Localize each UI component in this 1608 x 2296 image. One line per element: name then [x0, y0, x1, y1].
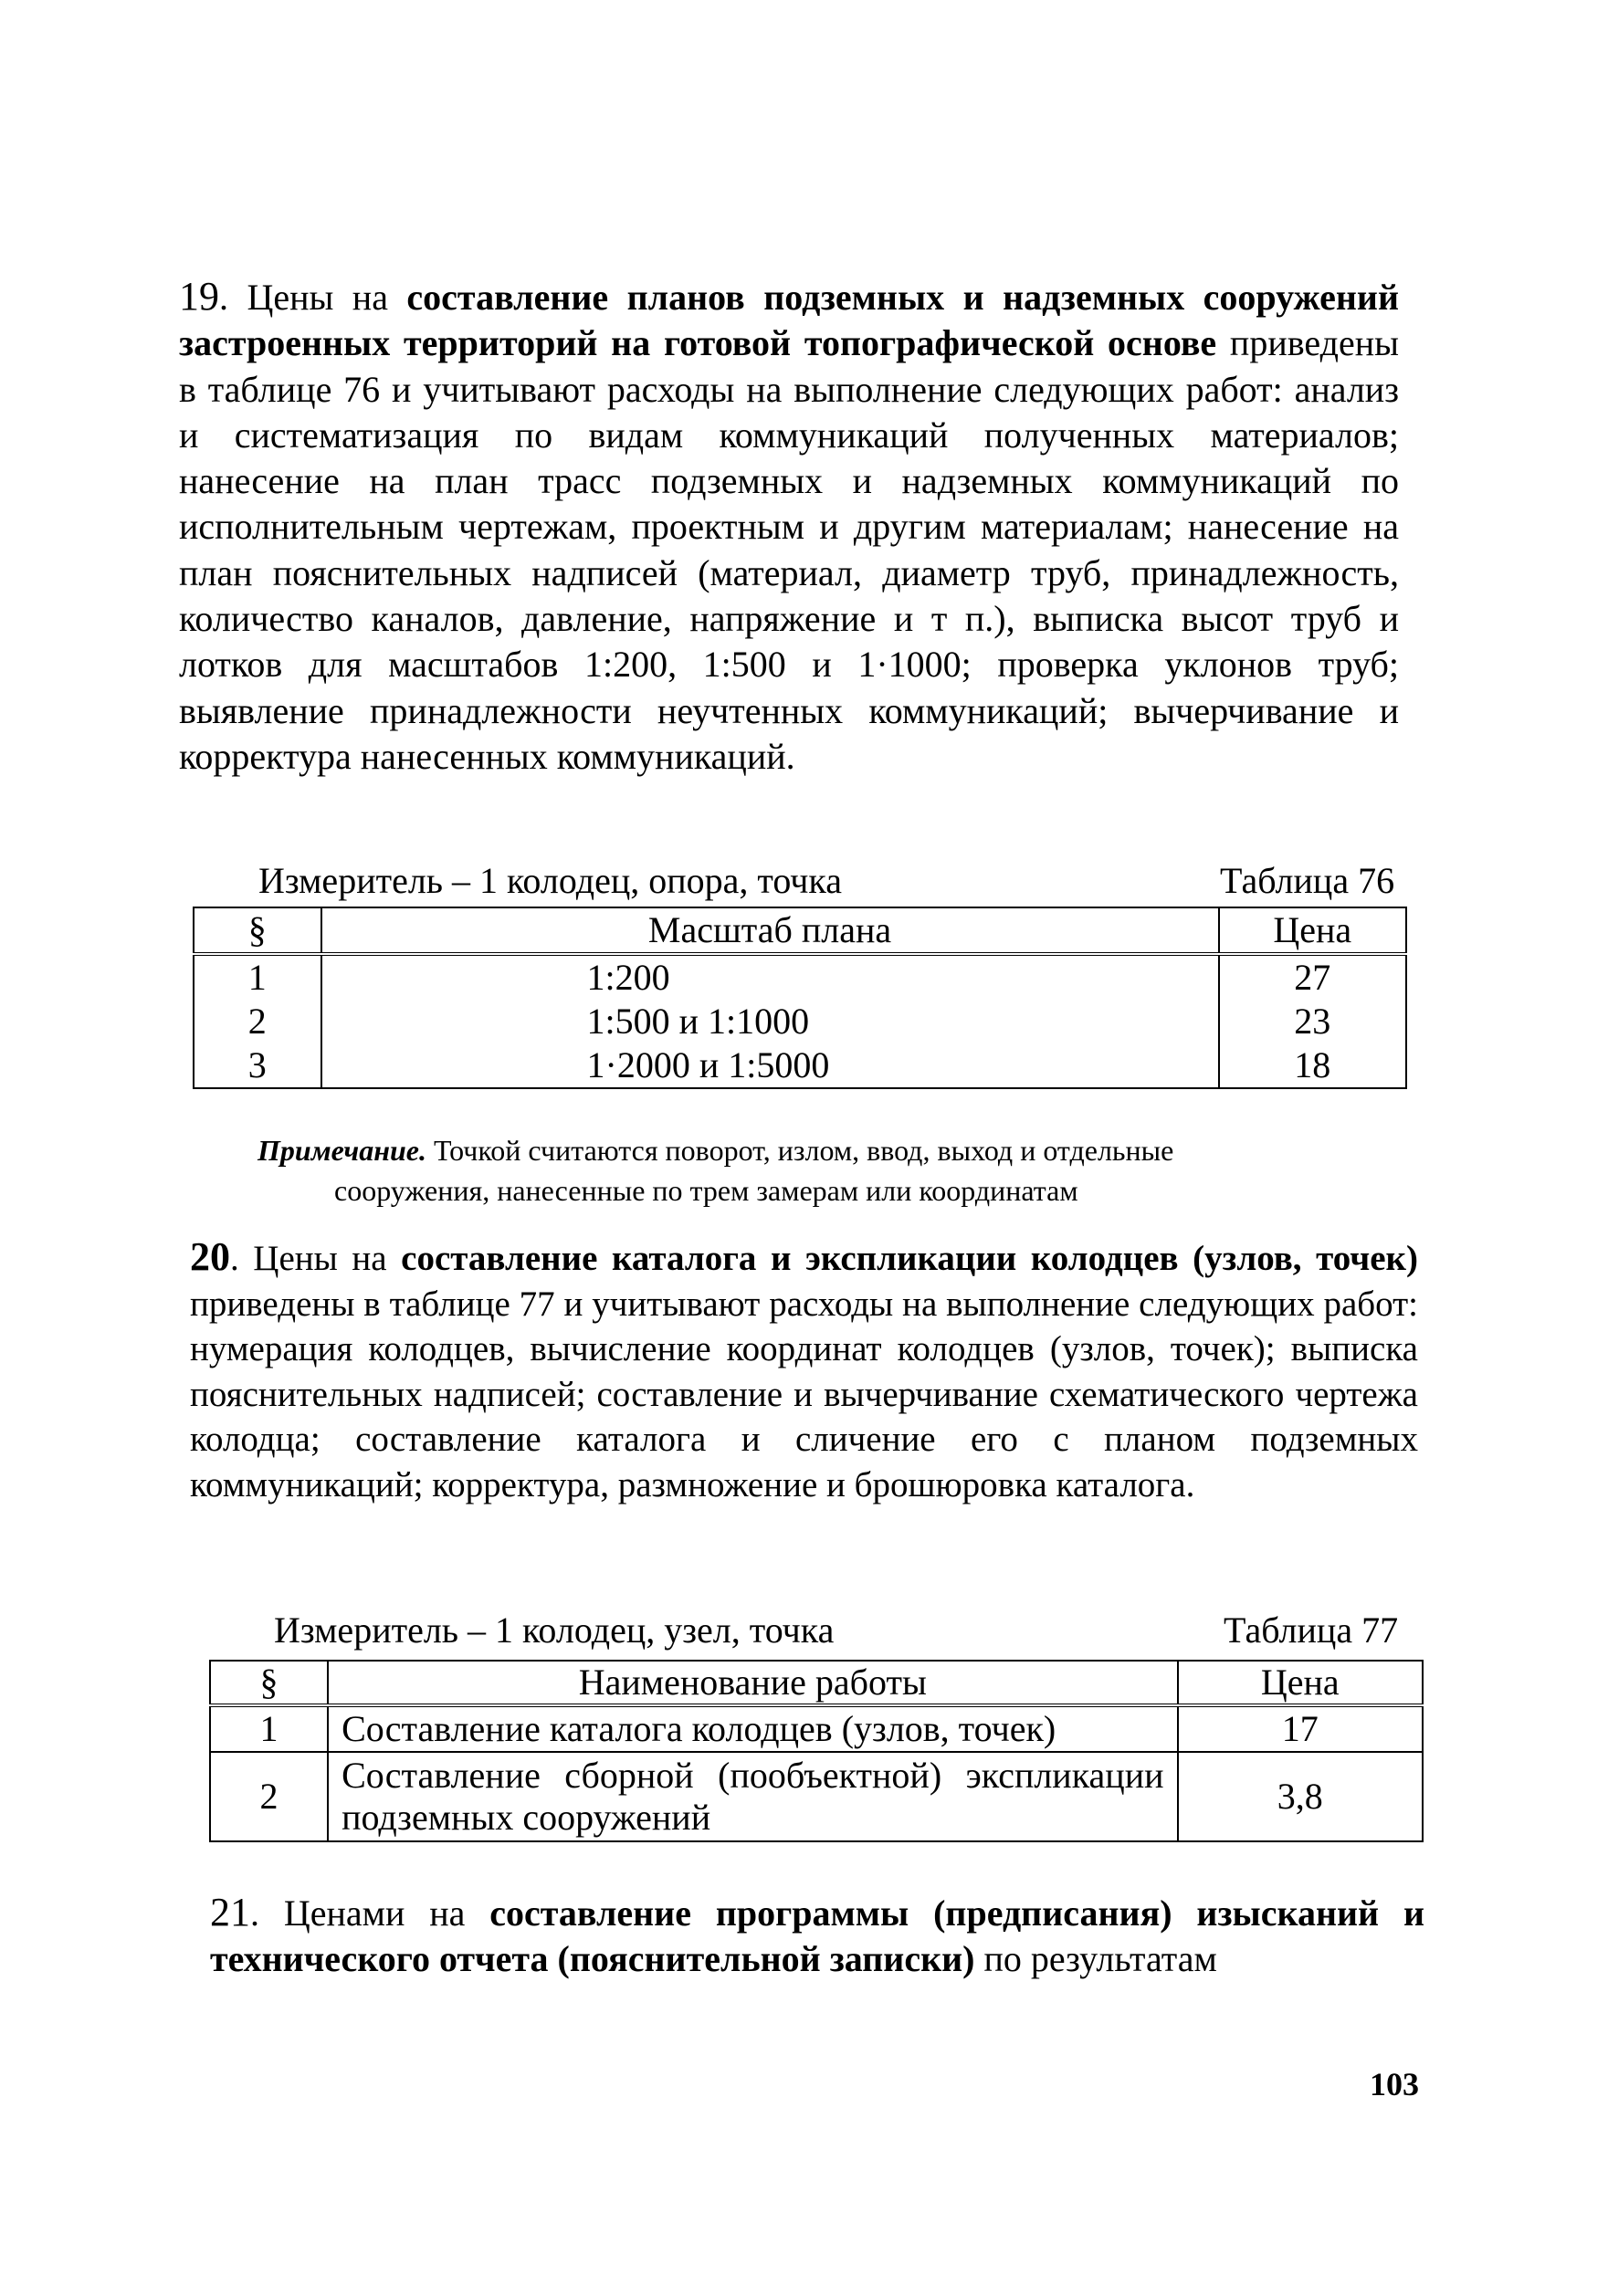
table-header-row [210, 1661, 1423, 1705]
paragraph-number: 19 [179, 274, 219, 319]
table-77 [209, 1660, 1424, 1842]
paragraph-21 [210, 1890, 1424, 1983]
paragraph-body: приведены в таблице 77 и учитывают расходы на выполнение следующих работ: нумерация колодцев, вычисление координат колодцев (узлов, точек); выписка пояснительных надписей; составление и вычерчивание схематического чертежа колодца; составление каталога и сличение его с планом подземных коммуникаций; корректура, размножение и брошюровка каталога. [190, 1284, 1418, 1504]
paragraph-number: 20 [190, 1234, 230, 1279]
cell-work-name: Составление каталога колодцев (узлов, точек) [328, 1705, 1177, 1752]
header-section: § [194, 907, 321, 954]
header-section: § [210, 1661, 328, 1705]
cell-scale: 1:500 и 1:1000 [321, 1000, 1219, 1043]
paragraph-body: по результатам [974, 1938, 1217, 1980]
table-row [194, 954, 1406, 1000]
table-row [210, 1705, 1423, 1752]
table-76 [193, 907, 1407, 1089]
table-header-row [194, 907, 1406, 954]
paragraph-lead: . Цены на [230, 1239, 402, 1278]
table-row [194, 1043, 1406, 1088]
cell-price: 27 [1219, 954, 1406, 1000]
paragraph-number: 21 [210, 1890, 250, 1934]
cell-price: 23 [1219, 1000, 1406, 1043]
cell-scale: 1·2000 и 1:5000 [321, 1043, 1219, 1088]
cell-section: 3 [194, 1043, 321, 1088]
cell-price: 3,8 [1178, 1752, 1423, 1841]
cell-price: 18 [1219, 1043, 1406, 1088]
note-line-1: Точкой считаются поворот, излом, ввод, выход и отдельные [426, 1134, 1174, 1167]
page-number: 103 [1370, 2066, 1419, 2102]
paragraph-lead: . Ценами на [250, 1892, 490, 1934]
paragraph-bold-subject: составление программы (предписания) изысканий и технического отчета (пояснительной записки) [210, 1892, 1424, 1980]
note-label: Примечание. [257, 1134, 426, 1167]
paragraph-20 [190, 1234, 1418, 1508]
header-scale: Масштаб плана [321, 907, 1219, 954]
cell-section: 2 [210, 1752, 328, 1841]
cell-section: 2 [194, 1000, 321, 1043]
cell-work-name-text: Составление сборной (пообъектной) экспликации подземных сооружений [342, 1755, 1164, 1838]
header-work-name: Наименование работы [328, 1661, 1177, 1705]
paragraph-body: приведены в таблице 76 и учитывают расходы на выполнение следующих работ: анализ и систематизация по видам коммуникаций полученных материалов; нанесение на план трасс подземных и надземных коммуникаций по исполнительным чертежам, проектным и другим материалам; нанесение на план пояснительных надписей (материал, диаметр труб, принадлежность, количество каналов, давление, напряжение и т п.), выписка высот труб и лотков для масштабов 1:200, 1:500 и 1·1000; проверка уклонов труб; выявление принадлежности неучтенных коммуникаций; вычерчивание и корректура нанесенных коммуникаций. [179, 322, 1399, 777]
cell-price: 17 [1178, 1705, 1423, 1752]
paragraph-lead: . Цены на [219, 277, 407, 318]
cell-section: 1 [194, 954, 321, 1000]
cell-work-name [328, 1752, 1177, 1841]
table-76-label: Таблица 76 [1220, 860, 1395, 901]
note-76 [257, 1130, 1399, 1211]
table-row [194, 1000, 1406, 1043]
cell-section: 1 [210, 1705, 328, 1752]
table-row [210, 1752, 1423, 1841]
table-77-label: Таблица 77 [1224, 1609, 1399, 1651]
paragraph-bold-subject: составление планов подземных и надземных сооружений застроенных территорий на готовой топографической основе [179, 277, 1399, 364]
table-76-measure: Измеритель – 1 колодец, опора, точка [258, 860, 843, 901]
cell-scale: 1:200 [321, 954, 1219, 1000]
header-price: Цена [1219, 907, 1406, 954]
header-price: Цена [1178, 1661, 1423, 1705]
paragraph-19 [179, 274, 1399, 780]
paragraph-bold-subject: составление каталога и экспликации колодцев (узлов, точек) [401, 1239, 1419, 1278]
note-line-2: сооружения, нанесенные по трем замерам или координатам [334, 1174, 1078, 1207]
table-77-measure: Измеритель – 1 колодец, узел, точка [274, 1609, 835, 1651]
